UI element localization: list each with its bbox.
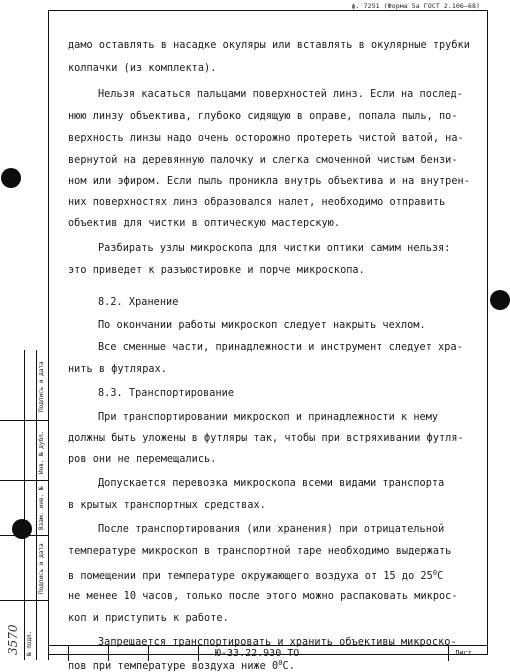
stamp-divider bbox=[0, 420, 48, 421]
text-line-part: в помещении при температуре окружающего воздуха от 15 до 25 bbox=[68, 571, 433, 582]
stamp-divider bbox=[0, 600, 48, 601]
section-heading-transport: 8.3. Транспортирование bbox=[98, 388, 235, 399]
text-line: в крытых транспортных средствах. bbox=[68, 500, 266, 511]
text-line-with-superscript bbox=[68, 569, 443, 582]
text-line: не менее 10 часов, только после этого можно распаковать микрос- bbox=[68, 591, 458, 602]
text-line: коп и приступить к работе. bbox=[68, 613, 229, 624]
stamp-label-original-no: № подл. bbox=[26, 630, 33, 656]
title-block-divider bbox=[198, 646, 199, 661]
stamp-label-replace-inv: Взам. инв. № bbox=[38, 486, 45, 530]
text-line: Запрещается транспортировать и хранить объективы микроско- bbox=[98, 637, 457, 648]
text-line: Допускается перевозка микроскопа всеми видами транспорта bbox=[98, 478, 445, 489]
text-line: ном или эфиром. Если пыль проникла внутрь объектива и на внутрен- bbox=[68, 176, 470, 187]
stamp-label-signature-1: Подпись и дата bbox=[38, 361, 45, 412]
title-block-divider bbox=[148, 646, 149, 661]
text-line: По окончании работы микроскоп следует накрыть чехлом. bbox=[98, 320, 426, 331]
handwritten-number: 3570 bbox=[6, 624, 20, 655]
text-line: нить в футлярах. bbox=[68, 364, 167, 375]
punch-hole-right bbox=[490, 290, 510, 310]
text-line: ров они не перемещались. bbox=[68, 454, 217, 465]
stamp-divider bbox=[24, 350, 25, 660]
title-block-divider bbox=[68, 646, 69, 661]
text-line: должны быть уложены в футляры так, чтобы при встряхивании футля- bbox=[68, 433, 464, 444]
text-line: вернутой на деревянную палочку и слегка смоченной чистым бензи- bbox=[68, 155, 458, 166]
text-line: дамо оставлять в насадке окуляры или вставлять в окулярные трубки bbox=[68, 40, 470, 51]
stamp-divider bbox=[0, 535, 48, 536]
text-line-part: пов при температуре воздуха ниже 0 bbox=[68, 661, 279, 672]
text-line: температуре микроскоп в транспортной таре необходимо выдержать bbox=[68, 546, 452, 557]
superscript-degree: 0 bbox=[432, 569, 438, 577]
stamp-label-dup-inv: Инв. № дубл. bbox=[38, 430, 45, 474]
text-line: Все сменные части, принадлежности и инструмент следует хра- bbox=[98, 342, 463, 353]
superscript-degree: 0 bbox=[278, 659, 283, 667]
unit-celsius: С. bbox=[282, 661, 295, 672]
text-line: верхность линзы надо очень осторожно протереть чистой ватой, на- bbox=[68, 133, 464, 144]
text-line: После транспортирования (или хранения) при отрицательной bbox=[98, 524, 445, 535]
sheet-label: Лист bbox=[455, 649, 472, 657]
text-line: Нельзя касаться пальцами поверхностей линз. Если на послед- bbox=[98, 89, 463, 100]
unit-celsius: С bbox=[437, 571, 444, 582]
title-block-divider bbox=[108, 646, 109, 661]
form-label: ф. 7251 (Форма 5а ГОСТ 2.106—68) bbox=[351, 2, 480, 10]
text-line: нюю линзу объектива, глубоко сидящую в оправе, попала пыль, по- bbox=[68, 111, 458, 122]
title-block-divider bbox=[448, 646, 449, 661]
text-line: это приведет к разъюстировке и порче микроскопа. bbox=[68, 265, 365, 276]
stamp-column bbox=[0, 350, 49, 660]
text-line: них поверхностях линз образовался налет, необходимо отправить bbox=[68, 197, 446, 208]
text-line: колпачки (из комплекта). bbox=[68, 63, 217, 74]
text-line: Разбирать узлы микроскопа для чистки оптики самим нельзя: bbox=[98, 243, 451, 254]
section-heading-storage: 8.2. Хранение bbox=[98, 297, 179, 308]
punch-hole-left-top bbox=[1, 168, 21, 188]
text-line: При транспортировании микроскоп и принадлежности к нему bbox=[98, 412, 439, 423]
stamp-divider bbox=[36, 350, 37, 660]
stamp-label-signature-2: Подпись и дата bbox=[38, 543, 45, 594]
page-frame bbox=[48, 10, 488, 655]
document-number: Ю-33.22.930 ТО bbox=[215, 648, 300, 659]
text-line: объектив для чистки в оптическую мастерскую. bbox=[68, 218, 341, 229]
stamp-divider bbox=[0, 480, 48, 481]
